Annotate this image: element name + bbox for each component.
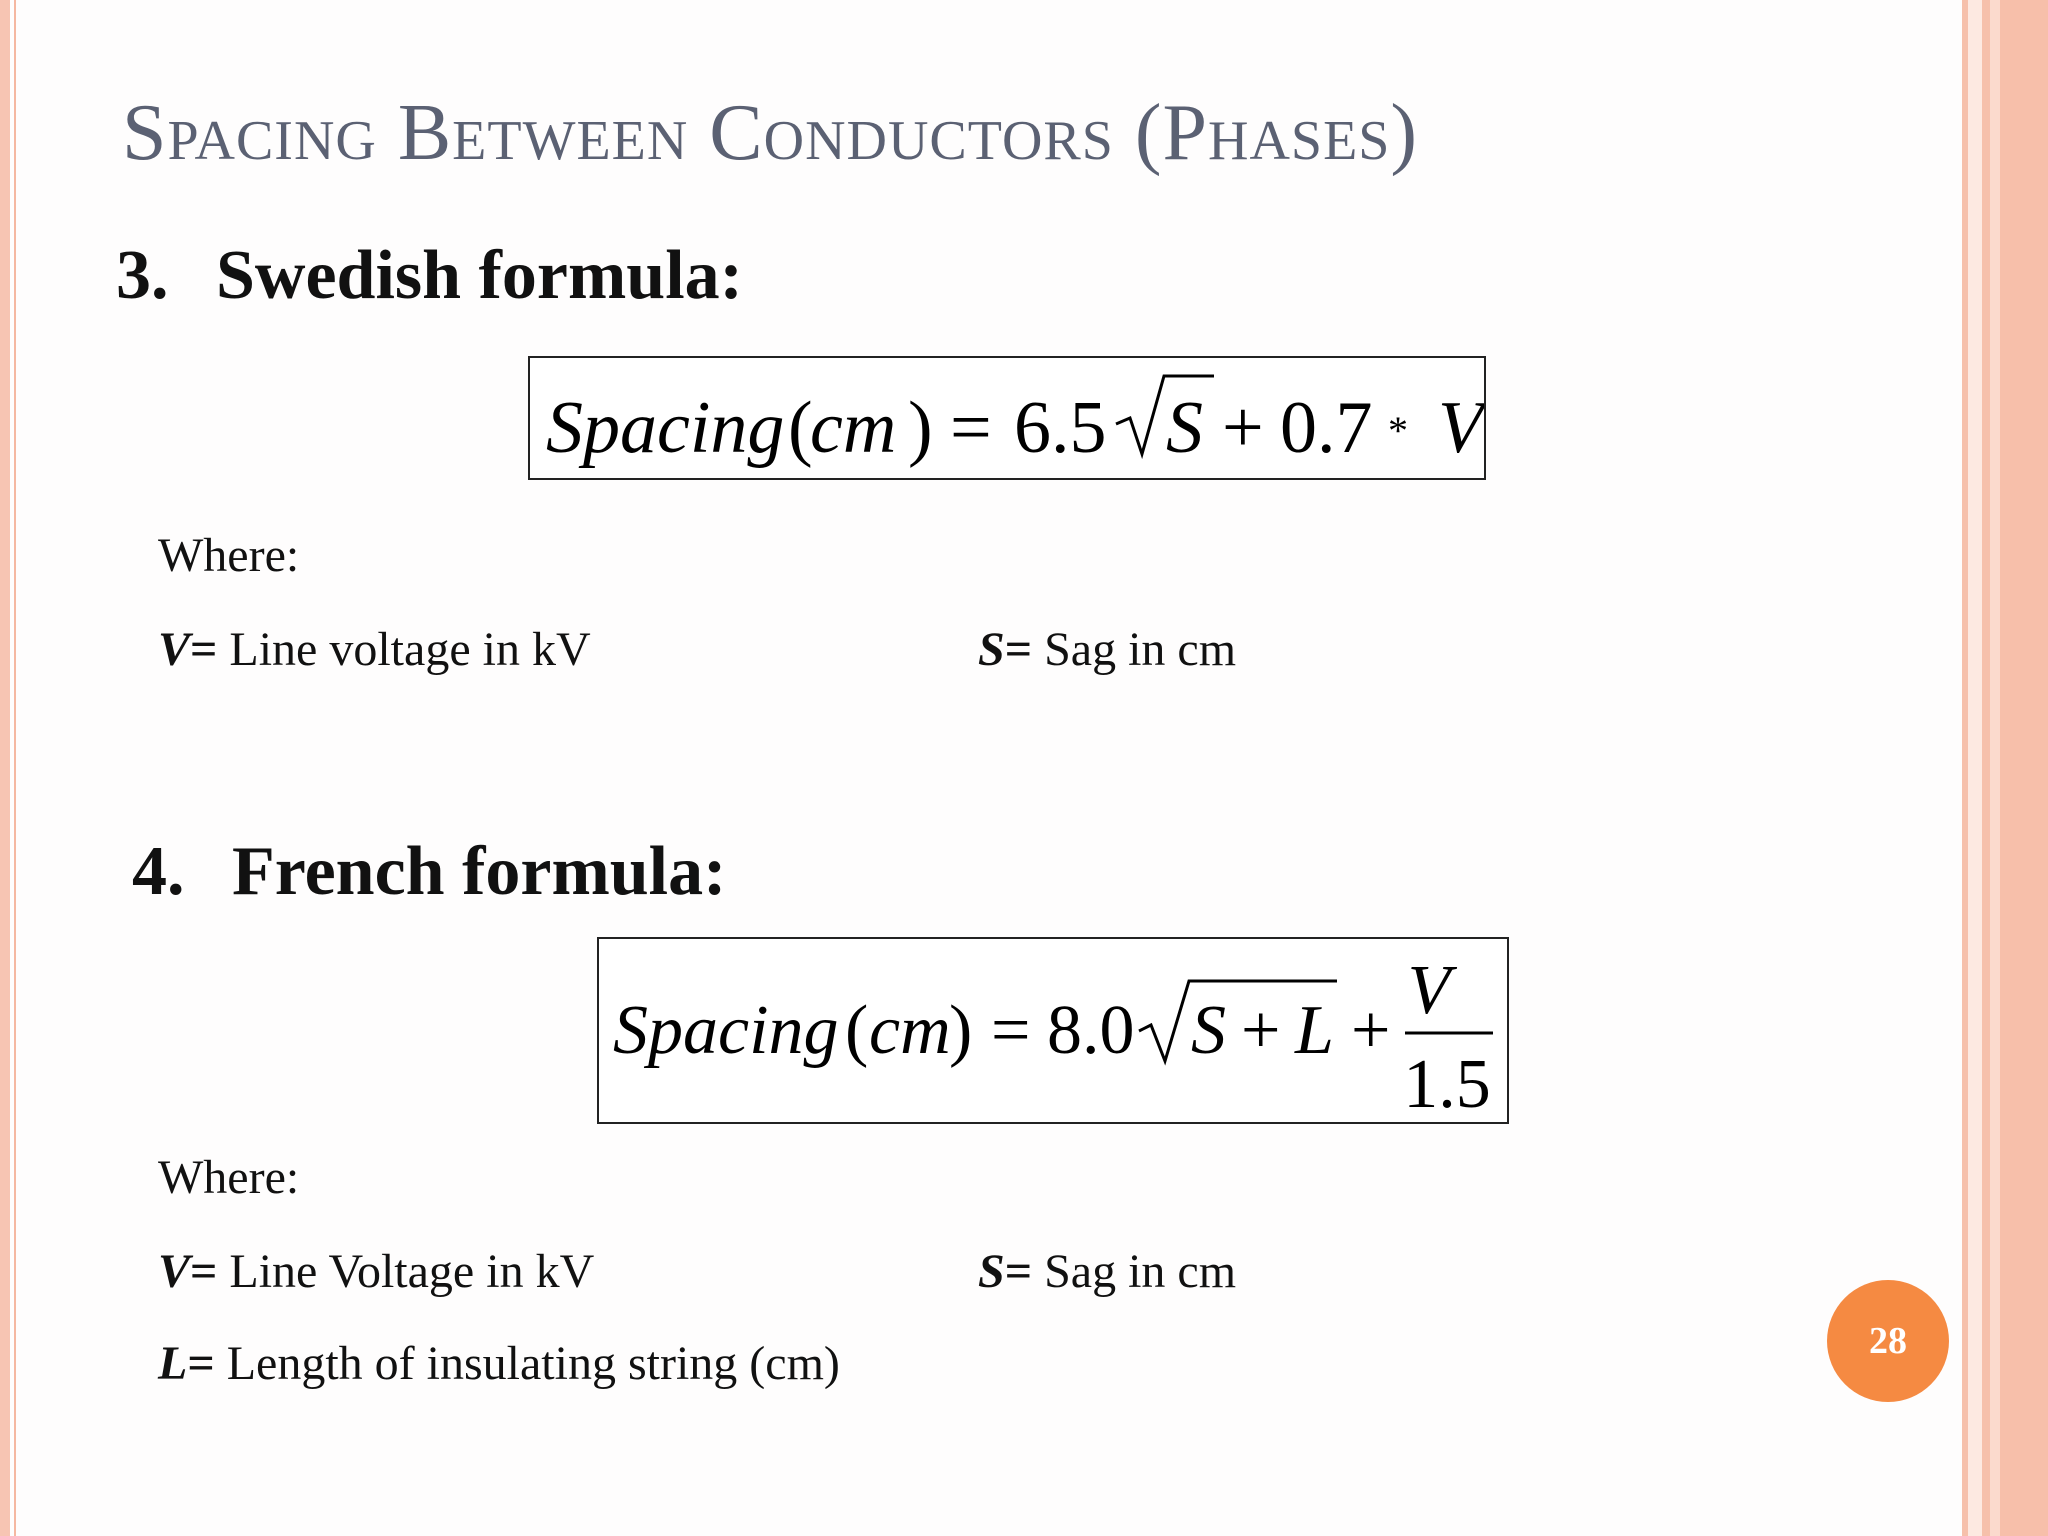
def-var: S <box>978 623 1005 676</box>
french-number: 4. <box>132 833 185 910</box>
swedish-def-s <box>978 622 1236 677</box>
right-border-stripe <box>2000 0 2048 1536</box>
swedish-heading-text: Swedish formula: <box>216 237 743 314</box>
def-var: V <box>158 623 191 676</box>
swedish-formula-root-var: S <box>1166 387 1203 469</box>
french-formula-unit: cm <box>869 992 951 1069</box>
french-formula-denominator: 1.5 <box>1403 1046 1491 1122</box>
def-text: Sag in cm <box>1044 1245 1237 1298</box>
swedish-formula-lhs: Spacing <box>546 387 785 469</box>
left-border-bar <box>0 0 10 1536</box>
french-formula-coef: 8.0 <box>1047 992 1135 1069</box>
french-formula-root-plus: + <box>1241 992 1281 1069</box>
def-text: Line Voltage in kV <box>229 1245 595 1298</box>
swedish-formula-v: V <box>1438 387 1484 469</box>
french-where-label: Where: <box>158 1151 300 1204</box>
french-def-s <box>978 1244 1236 1299</box>
french-def-v <box>158 1244 594 1299</box>
french-heading-text: French formula: <box>232 833 727 910</box>
def-text: Line voltage in kV <box>229 623 591 676</box>
swedish-heading <box>116 236 743 316</box>
swedish-formula-const: 0.7 <box>1280 387 1373 469</box>
def-var: V <box>158 1245 191 1298</box>
slide-title: Spacing Between Conductors (Phases) <box>122 89 1419 177</box>
def-text: Sag in cm <box>1044 623 1237 676</box>
def-eq: = <box>1004 623 1033 676</box>
swedish-where-label: Where: <box>158 529 300 582</box>
french-formula-box <box>597 937 1509 1124</box>
page-number-badge: 28 <box>1827 1280 1949 1402</box>
french-formula-numerator: V <box>1407 952 1451 1029</box>
french-formula <box>599 939 1507 1122</box>
swedish-formula-plus: + <box>1222 387 1264 469</box>
french-def-l <box>158 1336 840 1391</box>
right-border-stripe <box>1968 0 1982 1536</box>
swedish-formula-times: * <box>1388 408 1408 453</box>
swedish-formula-close-paren: ) <box>908 387 933 469</box>
left-border-line <box>14 0 16 1536</box>
french-formula-root-var2: L <box>1295 992 1334 1069</box>
def-var: L <box>158 1337 188 1390</box>
swedish-formula-unit: cm <box>810 387 897 469</box>
swedish-formula-box <box>528 356 1486 480</box>
def-var: S <box>978 1245 1005 1298</box>
swedish-formula <box>530 358 1484 478</box>
french-formula-close-paren: ) <box>949 992 973 1069</box>
french-heading <box>132 832 726 912</box>
french-formula-open-paren: ( <box>845 992 869 1069</box>
def-text: Length of insulating string (cm) <box>226 1337 840 1390</box>
french-formula-lhs: Spacing <box>613 992 839 1069</box>
def-eq: = <box>190 623 218 676</box>
def-eq: = <box>190 1245 218 1298</box>
french-formula-equals: = <box>991 992 1031 1069</box>
right-border-stripe <box>1990 0 2000 1536</box>
french-formula-plus: + <box>1351 992 1391 1069</box>
def-eq: = <box>187 1337 215 1390</box>
swedish-formula-open-paren: ( <box>788 387 813 469</box>
swedish-formula-coef: 6.5 <box>1014 387 1107 469</box>
def-eq: = <box>1004 1245 1033 1298</box>
swedish-number: 3. <box>116 237 169 314</box>
french-formula-root-var1: S <box>1191 992 1226 1069</box>
swedish-formula-equals: = <box>950 387 992 469</box>
swedish-def-v <box>158 622 591 677</box>
right-border-stripe <box>1982 0 1990 1536</box>
